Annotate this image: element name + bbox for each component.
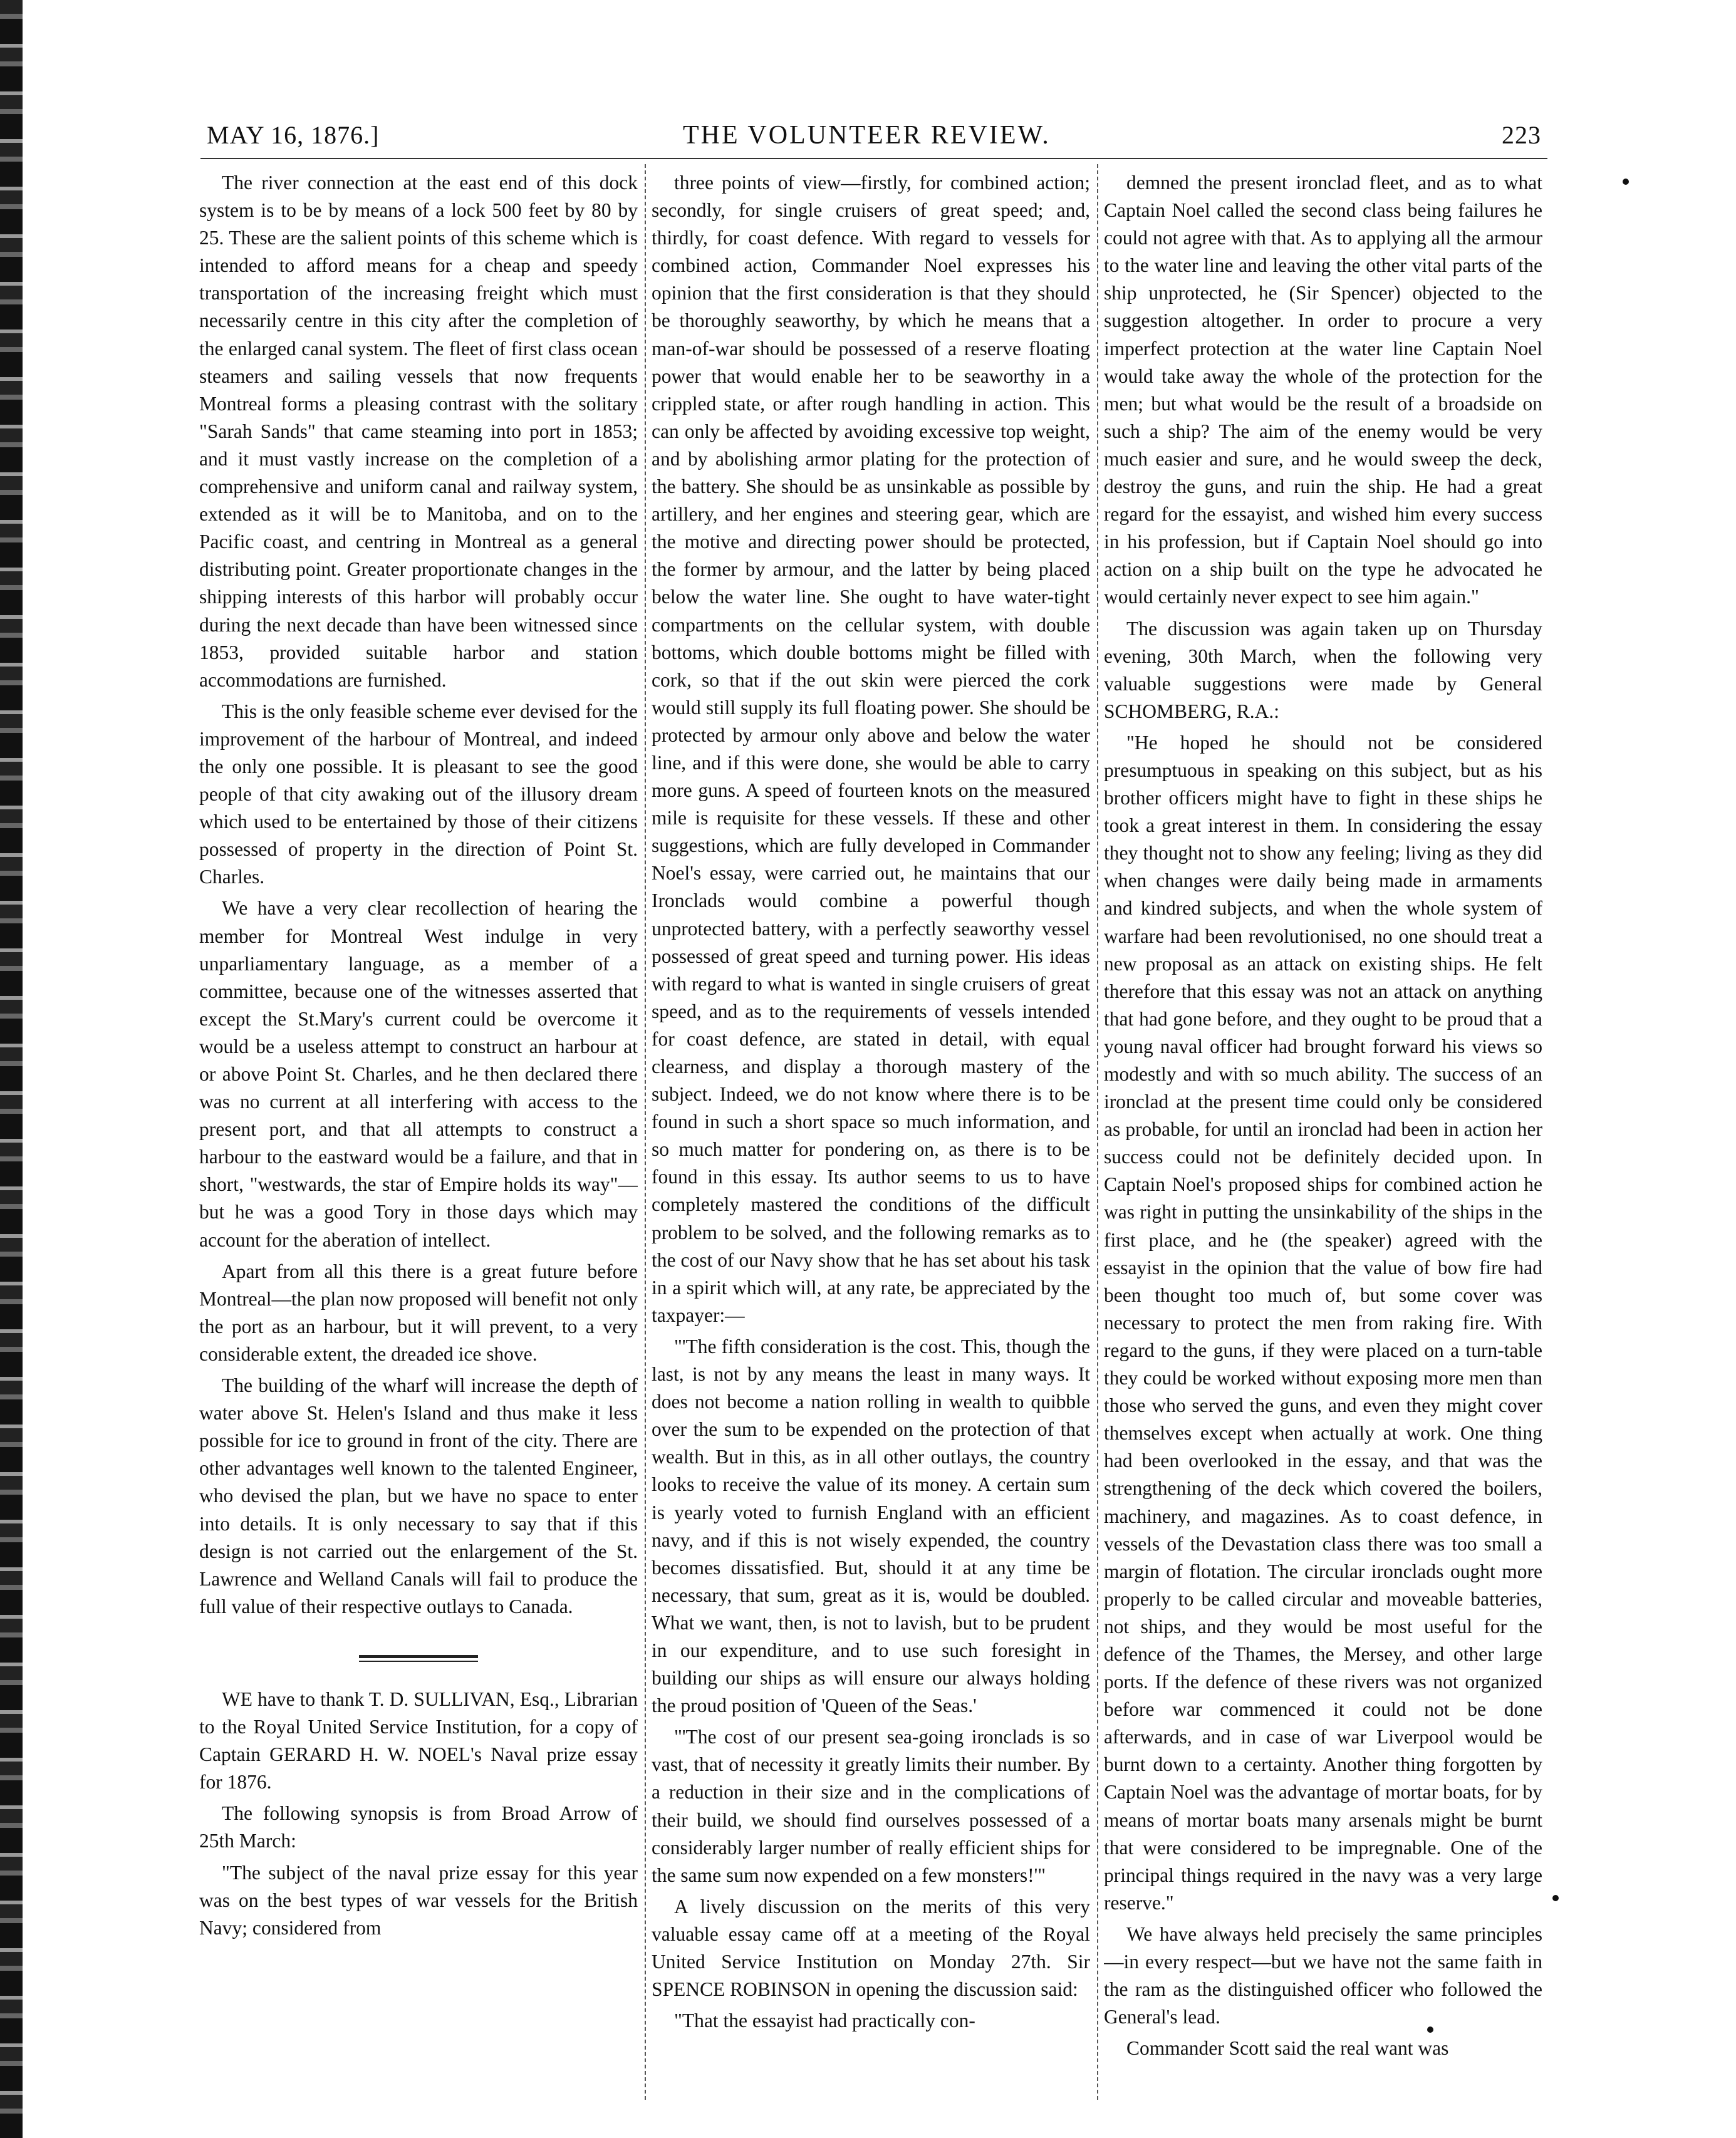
ink-speck: [1427, 2026, 1433, 2033]
paragraph: This is the only feasible scheme ever devised for the improvement of the harbour of Montreal, and indeed the only one possible. It is pleasant to see the good people of that city awaking out of the illusory dream which used to be entertained by those of their citizens possessed of property in the direction of Point St. Charles.: [199, 700, 638, 888]
paragraph: "'The fifth consideration is the cost. This, though the last, is not by any means the least in many ways. It does not become a nation rolling in wealth to quibble over the sum to be expended on the protection of that wealth. But in this, as in all other outlays, the country looks to receive the value of its money. A certain sum is yearly voted to furnish England with an efficient navy, and if this is not wisely expended, the country becomes dissatisfied. But, should it at any time be necessary, that sum, great as it is, would be doubled. What we want, then, is not to lavish, but to be prudent in our expenditure, and to use such foresight in building our ships as will ensure our always holding the proud position of 'Queen of the Seas.': [652, 1335, 1090, 1717]
paragraph: The following synopsis is from Broad Arrow of 25th March:: [199, 1802, 638, 1852]
paragraph: Commander Scott said the real want was: [1126, 2037, 1449, 2060]
column-middle: [652, 169, 1090, 2086]
paragraph: WE have to thank T. D. SULLIVAN, Esq., Librarian to the Royal United Service Institution, for a copy of Captain GERARD H. W. NOEL's Naval prize essay for 1876.: [199, 1688, 638, 1793]
column-right: [1104, 169, 1542, 2086]
paragraph: "The subject of the naval prize essay for this year was on the best types of war vessels for the British Navy; considered from: [199, 1861, 638, 1939]
paragraph: Apart from all this there is a great future before Montreal—the plan now proposed will benefit not only the port as an harbour, but it will prevent, to a very considerable extent, the dreaded ice shove.: [199, 1260, 638, 1365]
paragraph: "That the essayist had practically con-: [674, 2010, 975, 2032]
paragraph: We have a very clear recollection of hearing the member for Montreal West indulge in very unparliamentary language, as a member of a committee, because one of the witnesses asserted that except the St.Mary's current could be overcome it would be a useless attempt to construct an harbour at or above Point St. Charles, and he then declared there was no current at all interfering with access to the present port, and that all attempts to construct a harbour to the eastward would be a failure, and that in short, "westwards, the star of Empire holds its way"—but he was a good Tory in those days which may account for the aberation of intellect.: [199, 897, 638, 1251]
paragraph: A lively discussion on the merits of this very valuable essay came off at a meeting of the Royal United Service Institution on Monday 27th. Sir SPENCE ROBINSON in opening the discussion said:: [652, 1895, 1090, 2001]
column-left: [199, 169, 638, 2086]
paragraph: "He hoped he should not be considered presumptuous in speaking on this subject, but as his brother officers might have to fight in these ships he took a great interest in them. In considering the essay they thought not to show any feeling; living as they did when changes were daily being made in armaments and kindred subjects, and when the whole system of warfare had been revolutionised, no one should treat a new proposal as an attack on existing ships. He felt therefore that this essay was not an attack on anything that had gone before, and they ought to be proud that a young naval officer had brought forward his views so modestly and with so much ability. The success of an ironclad at the present time could only be considered as probable, for until an ironclad had been in action her success could not be definitely decided upon. In Captain Noel's proposed ships for combined action he was right in putting the unsinkability of the ships in the first place, and he (the speaker) agreed with the essayist in the opinion that the value of bow fire had been thought too much of, but some cover was necessary to protect the men from raking fire. With regard to the guns, if they were placed on a turn-table they could be worked without exposing more men than those who served the guns, and even they might cover themselves except when actually at work. One thing had been overlooked in the essay, and that was the strengthening of the deck which covered the boilers, machinery, and magazines. As to coast defence, in vessels of the Devastation class there was too small a margin of flotation. The circular ironclads ought more properly to be called circular and moveable batteries, not ships, and they would be most useful for the defence of the Thames, the Mersey, and other large ports. If the defence of these rivers was not organized before war commenced it could not be done afterwards, and in case of war Liverpool would be burnt down to a certainty. Another thing forgotten by Captain Noel was the advantage of mortar boats, for by means of mortar boats many arsenals might be burnt that were considered to be impregnable. One of the principal things required in the navy was a very large reserve.": [1104, 731, 1542, 1914]
ink-speck: [1623, 179, 1629, 185]
paragraph: The discussion was again taken up on Thursday evening, 30th March, when the following very valuable suggestions were made by General SCHOMBERG, R.A.:: [1104, 617, 1542, 722]
paragraph: The river connection at the east end of this dock system is to be by means of a lock 500 feet by 80 by 25. These are the salient points of this scheme which is intended to afford means for a cheap and speedy transportation of the increasing freight which must necessarily centre in this city after the completion of the enlarged canal system. The fleet of first class ocean steamers and sailing vessels that now frequents Montreal forms a pleasing contrast with the solitary "Sarah Sands" that came steaming into port in 1853; and it must vastly increase on the completion of a comprehensive and uniform canal and railway system, extended as it will be to Manitoba, and on to the Pacific coast, and centring in Montreal as a general distributing point. Greater proportionate changes in the shipping interests of this harbor will probably occur during the next decade than have been witnessed since 1853, provided suitable harbor and station accommodations are furnished.: [199, 172, 638, 691]
ink-speck: [1552, 1895, 1559, 1901]
column-divider: [1097, 164, 1098, 2100]
section-separator: [199, 1642, 638, 1669]
binding-edge: [0, 0, 23, 2138]
publication-title: THE VOLUNTEER REVIEW.: [683, 121, 1051, 150]
header-rule: [200, 158, 1547, 159]
issue-date: MAY 16, 1876.]: [207, 121, 380, 149]
paragraph: three points of view—firstly, for combined action; secondly, for single cruisers of great speed; and, thirdly, for coast defence. With regard to vessels for combined action, Commander Noel expresses his opinion that the first consideration is that they should be thoroughly seaworthy, by which he means that a man-of-war should be possessed of a reserve floating power that would enable her to be seaworthy in a crippled state, or after rough handling in action. This can only be affected by avoiding excessive top weight, and by abolishing armor plating for the protection of the battery. She should be as unsinkable as possible by artillery, and her engines and steering gear, which are the motive and directing power should be protected, the former by armour, and the latter by being placed below the water line. She ought to have water-tight compartments on the cellular system, with double bottoms, which double bottoms might be filled with cork, so that if the out skin were pierced the cork would still supply its full floating power. She should be protected by armour only above and below the water line, and if this were done, she would be able to carry more guns. A speed of fourteen knots on the measured mile is requisite for these vessels. If these and other suggestions, which are fully developed in Commander Noel's essay, were carried out, he maintains that our Ironclads would combine a powerful though unprotected battery, with a perfectly seaworthy vessel possessed of great speed and turning power. His ideas with regard to what is wanted in single cruisers of great speed, and as to the requirements of vessels intended for coast defence, are stated in detail, with equal clearness, and display a thorough mastery of the subject. Indeed, we do not know where there is to be found in such a short space so much information, and so much matter for pondering on, as there is to be found in this essay. Its author seems to us to have completely mastered the conditions of the difficult problem to be solved, and the following remarks as to the cost of our Navy show that he has set about his task in a spirit which will, at any rate, be appreciated by the taxpayer:—: [652, 172, 1090, 1326]
paragraph: demned the present ironclad fleet, and as to what Captain Noel called the second class being failures he could not agree with that. As to applying all the armour to the water line and leaving the other vital parts of the ship unprotected, he (Sir Spencer) objected to the suggestion altogether. In order to procure a very imperfect protection at the water line Captain Noel would take away the whole of the protection for the men; but what would be the result of a broadside on such a ship? The aim of the enemy would be very much easier and sure, and he would sweep the deck, destroy the guns, and ruin the ship. He had a great regard for the essayist, and wished him every success in his profession, but if Captain Noel should go into action on a ship built on the type he advocated he would certainly never expect to see him again.": [1104, 172, 1542, 608]
column-divider: [645, 164, 646, 2100]
paragraph: The building of the wharf will increase the depth of water above St. Helen's Island and thus make it less possible for ice to ground in front of the city. There are other advantages well known to the talented Engineer, who devised the plan, but we have no space to enter into details. It is only necessary to say that if this design is not carried out the enlargement of the St. Lawrence and Welland Canals will fail to produce the full value of their respective outlays to Canada.: [199, 1374, 638, 1617]
page-header: [207, 120, 1541, 152]
paragraph: "'The cost of our present sea-going ironclads is so vast, that of necessity it greatly limits their number. By a reduction in their size and in the complications of their build, we should find ourselves possessed of a considerably larger number of really efficient ships for the same sum now expended on a few monsters!'": [652, 1726, 1090, 1886]
page-number: 223: [1502, 121, 1541, 149]
paragraph: We have always held precisely the same principles—in every respect—but we have not the same faith in the ram as the distinguished officer who followed the General's lead.: [1104, 1923, 1542, 2028]
